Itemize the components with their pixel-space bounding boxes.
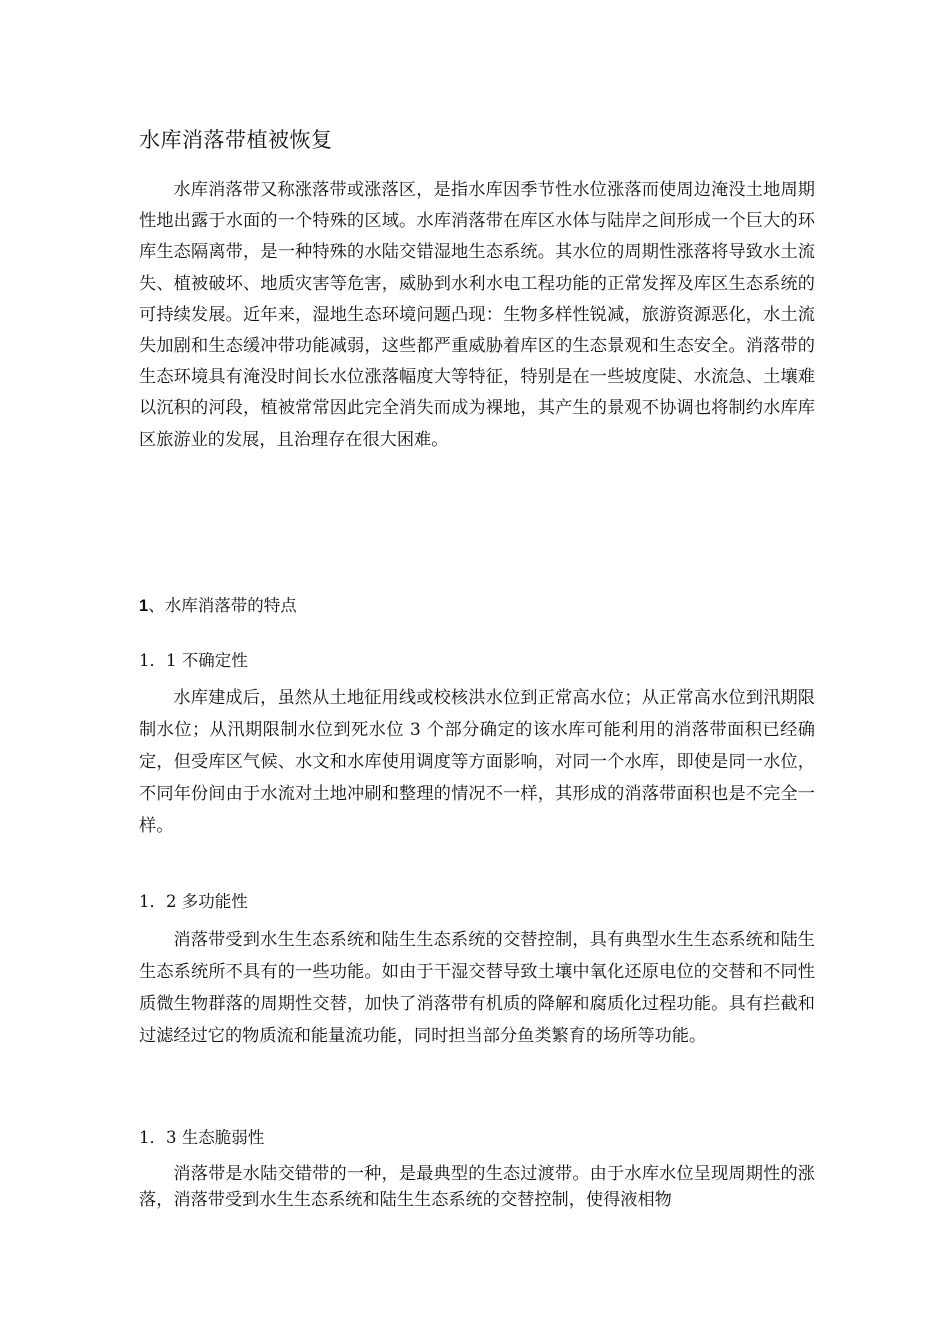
intro-paragraph: 水库消落带又称涨落带或涨落区，是指水库因季节性水位涨落而使周边淹没土地周期性地出露于水面的一个特殊的区域。水库消落带在库区水体与陆岸之间形成一个巨大的环库生态隔离带，是一种特殊的水陆交错湿地生态系统。其水位的周期性涨落将导致水土流失、植被破坏、地质灾害等危害，威胁到水利水电工程功能的正常发挥及库区生态系统的可持续发展。近年来，湿地生态环境问题凸现：生物多样性锐减，旅游资源恶化，水土流失加剧和生态缓冲带功能减弱，这些都严重威胁着库区的生态景观和生态安全。消落带的生态环境具有淹没时间长水位涨落幅度大等特征，特别是在一些坡度陡、水流急、土壤难以沉积的河段，植被常常因此完全消失而成为裸地，其产生的景观不协调也将制约水库库区旅游业的发展，且治理存在很大困难。	[139, 180, 815, 450]
section-1-heading	[139, 592, 297, 620]
subsection-1-3-paragraph: 消落带是水陆交错带的一种，是最典型的生态过渡带。由于水库水位呈现周期性的涨落，消落带受到水生生态系统和陆生生态系统的交替控制，使得液相物	[139, 1164, 815, 1210]
subsection-1-2-heading: 1．2 多功能性	[139, 892, 248, 911]
section-1-title: 、水库消落带的特点	[148, 596, 297, 615]
section-1-number: 1	[139, 597, 149, 615]
subsection-1-3-heading: 1．3 生态脆弱性	[139, 1128, 265, 1147]
subsection-1-1-heading: 1．1 不确定性	[139, 651, 248, 670]
document-title: 水库消落带植被恢复	[139, 128, 333, 152]
subsection-1-2-paragraph: 消落带受到水生生态系统和陆生生态系统的交替控制，具有典型水生生态系统和陆生生态系统所不具有的一些功能。如由于干湿交替导致土壤中氧化还原电位的交替和不同性质微生物群落的周期性交替，加快了消落带有机质的降解和腐质化过程功能。具有拦截和过滤经过它的物质流和能量流功能，同时担当部分鱼类繁育的场所等功能。	[139, 930, 815, 1046]
subsection-1-1-paragraph: 水库建成后，虽然从土地征用线或校核洪水位到正常高水位；从正常高水位到汛期限制水位；从汛期限制水位到死水位 3 个部分确定的该水库可能利用的消落带面积已经确定，但受库区气候、水文和水库使用调度等方面影响，对同一个水库，即使是同一水位，不同年份间由于水流对土地冲刷和整理的情况不一样，其形成的消落带面积也是不完全一样。	[139, 688, 815, 836]
